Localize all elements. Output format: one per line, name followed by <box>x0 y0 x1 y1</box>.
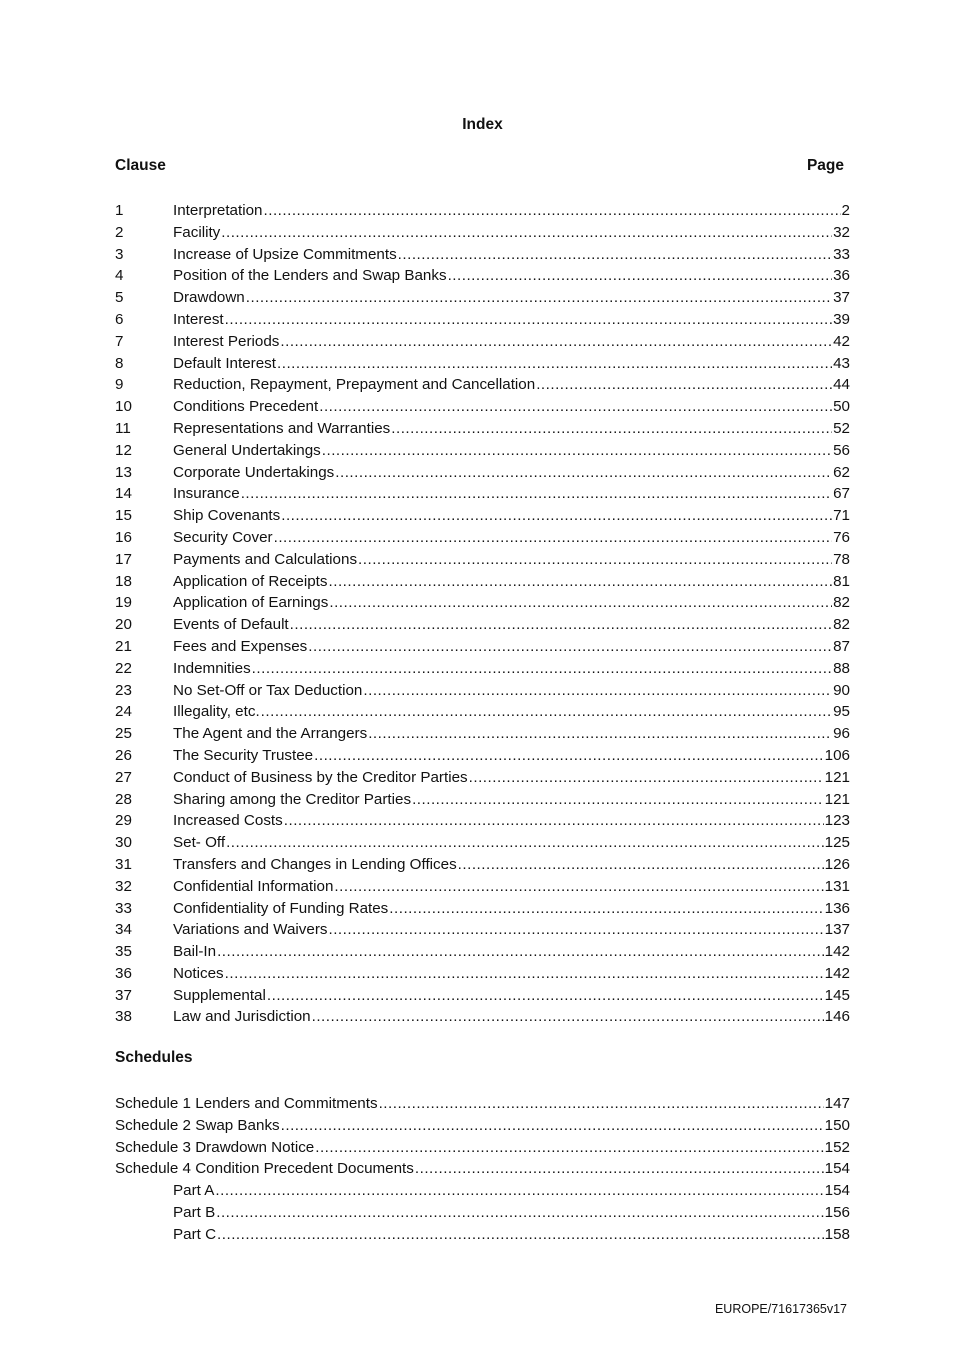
page-number: 56 <box>833 441 850 459</box>
page-number: 76 <box>833 528 850 546</box>
page-number: 158 <box>824 1225 850 1243</box>
dot-leader <box>334 876 823 898</box>
clause-title: Representations and Warranties <box>173 419 391 437</box>
clause-number: 6 <box>115 310 124 328</box>
toc-entry[interactable] <box>115 963 850 985</box>
page-number: 154 <box>824 1160 850 1178</box>
dot-leader <box>448 265 833 287</box>
clause-number: 37 <box>115 986 132 1004</box>
toc-entry[interactable] <box>115 854 850 876</box>
dot-leader <box>458 854 824 876</box>
page-number: 147 <box>824 1095 850 1112</box>
dot-leader <box>335 462 832 484</box>
page-number: 52 <box>833 419 850 437</box>
clause-title: Set- Off <box>173 834 226 852</box>
clause-number: 18 <box>115 572 132 590</box>
toc-entry[interactable] <box>115 331 850 353</box>
toc-entry[interactable] <box>115 244 850 266</box>
clause-number: 31 <box>115 855 132 873</box>
page-number: 88 <box>833 659 850 677</box>
dot-leader <box>314 745 824 767</box>
clause-number: 27 <box>115 768 132 786</box>
toc-entry[interactable] <box>115 876 850 898</box>
dot-leader <box>469 767 824 789</box>
page-number: 136 <box>824 899 850 917</box>
dot-leader <box>225 963 824 985</box>
clause-title: Ship Covenants <box>173 507 281 525</box>
schedule-list <box>115 1093 850 1246</box>
document-reference: EUROPE/71617365v17 <box>714 1302 847 1316</box>
dot-leader <box>226 832 824 854</box>
toc-entry[interactable] <box>115 396 850 418</box>
page-number: 146 <box>824 1008 850 1026</box>
dot-leader <box>329 592 832 614</box>
toc-entry[interactable] <box>115 200 850 222</box>
dot-leader <box>415 1158 824 1180</box>
dot-leader <box>241 483 832 505</box>
toc-entry[interactable] <box>115 898 850 920</box>
page-number: 125 <box>824 834 850 852</box>
dot-leader <box>246 287 832 309</box>
clause-title: Conditions Precedent <box>173 398 319 416</box>
clause-title: Security Cover <box>173 528 273 546</box>
clause-number: 11 <box>115 419 131 437</box>
schedule-title: Part C <box>173 1225 217 1243</box>
dot-leader <box>277 353 832 375</box>
clause-title: General Undertakings <box>173 441 321 459</box>
clause-title: Illegality, etc. <box>173 703 260 721</box>
page-number: 71 <box>833 507 850 525</box>
clause-title: Facility <box>173 223 221 241</box>
toc-entry[interactable] <box>115 614 850 636</box>
toc-entry[interactable] <box>115 353 850 375</box>
clause-number: 20 <box>115 616 132 634</box>
page-number: 123 <box>824 812 850 830</box>
page-number: 33 <box>833 245 850 263</box>
toc-entry[interactable] <box>115 985 850 1007</box>
clause-title: Variations and Waivers <box>173 921 328 939</box>
dot-leader <box>261 701 832 723</box>
clause-title: Reduction, Repayment, Prepayment and Cancellation <box>173 376 536 394</box>
dot-leader <box>221 222 832 244</box>
clause-title: Increase of Upsize Commitments <box>173 245 397 263</box>
page-number: 145 <box>824 986 850 1004</box>
clause-number: 23 <box>115 681 132 699</box>
toc-entry[interactable] <box>115 287 850 309</box>
schedule-title: Schedule 1 Lenders and Commitments <box>115 1095 378 1112</box>
clause-number: 33 <box>115 899 132 917</box>
toc-entry[interactable] <box>115 483 850 505</box>
page-number: 142 <box>824 964 850 982</box>
dot-leader <box>281 1115 824 1137</box>
clause-title: Interest <box>173 310 224 328</box>
clause-title: Confidentiality of Funding Rates <box>173 899 389 917</box>
page-number: 90 <box>833 681 850 699</box>
clause-number: 30 <box>115 834 132 852</box>
page-number: 121 <box>824 768 850 786</box>
schedules-heading: Schedules <box>115 1049 193 1066</box>
page-number: 67 <box>833 485 850 503</box>
page-number: 2 <box>841 202 850 219</box>
toc-entry[interactable] <box>115 919 850 941</box>
page-number: 154 <box>824 1182 850 1200</box>
dot-leader <box>284 810 824 832</box>
dot-leader <box>216 1202 823 1224</box>
page-number: 82 <box>833 594 850 612</box>
dot-leader <box>308 636 832 658</box>
page-number: 95 <box>833 703 850 721</box>
clause-column-header: Clause <box>115 157 166 174</box>
toc-entry[interactable] <box>115 1006 850 1028</box>
toc-entry[interactable] <box>115 723 850 745</box>
page-number: 44 <box>833 376 850 394</box>
dot-leader <box>312 1006 824 1028</box>
clause-title: Law and Jurisdiction <box>173 1008 311 1026</box>
toc-entry[interactable] <box>115 745 850 767</box>
clause-number: 4 <box>115 267 124 285</box>
clause-number: 15 <box>115 507 132 525</box>
clause-number: 17 <box>115 550 132 568</box>
page-number: 121 <box>824 790 850 808</box>
clause-number: 25 <box>115 725 132 743</box>
schedule-title: Schedule 4 Condition Precedent Documents <box>115 1160 414 1178</box>
page-number: 32 <box>833 223 850 241</box>
dot-leader <box>225 309 832 331</box>
clause-title: Corporate Undertakings <box>173 463 335 481</box>
clause-title: Increased Costs <box>173 812 283 830</box>
page-number: 87 <box>833 637 850 655</box>
toc-entry[interactable] <box>115 505 850 527</box>
dot-leader <box>536 374 832 396</box>
page-number: 142 <box>824 943 850 961</box>
toc-entry[interactable] <box>115 265 850 287</box>
page-number: 81 <box>833 572 850 590</box>
page-number: 96 <box>833 725 850 743</box>
clause-title: Bail-In <box>173 943 217 961</box>
dot-leader <box>252 658 832 680</box>
clause-number: 10 <box>115 398 132 416</box>
toc-entry[interactable] <box>115 658 850 680</box>
toc-entry[interactable] <box>115 832 850 854</box>
page-number: 152 <box>824 1138 850 1156</box>
schedule-part-entry[interactable] <box>115 1202 850 1224</box>
toc-entry[interactable] <box>115 527 850 549</box>
toc-entry[interactable] <box>115 789 850 811</box>
page-number: 43 <box>833 354 850 372</box>
clause-title: Conduct of Business by the Creditor Parties <box>173 768 468 786</box>
dot-leader <box>217 941 824 963</box>
clause-number: 5 <box>115 289 124 307</box>
dot-leader <box>329 571 833 593</box>
page-number: 131 <box>824 877 850 895</box>
schedule-entry[interactable] <box>115 1158 850 1180</box>
clause-number: 26 <box>115 746 132 764</box>
toc-entry[interactable] <box>115 309 850 331</box>
schedule-entry[interactable] <box>115 1093 850 1115</box>
dot-leader <box>267 985 824 1007</box>
page-title: Index <box>462 116 503 133</box>
page-number: 137 <box>824 921 850 939</box>
page-number: 126 <box>824 855 850 873</box>
page-number: 150 <box>824 1116 850 1134</box>
schedule-entry[interactable] <box>115 1137 850 1159</box>
clause-number: 34 <box>115 921 132 939</box>
clause-number: 12 <box>115 441 132 459</box>
toc-entry[interactable] <box>115 636 850 658</box>
toc-entry[interactable] <box>115 571 850 593</box>
clause-title: Payments and Calculations <box>173 550 358 568</box>
dot-leader <box>290 614 832 636</box>
clause-number: 21 <box>115 637 132 655</box>
clause-number: 32 <box>115 877 132 895</box>
dot-leader <box>391 418 832 440</box>
dot-leader <box>264 200 841 222</box>
dot-leader <box>379 1093 824 1115</box>
dot-leader <box>412 789 824 811</box>
dot-leader <box>215 1180 823 1202</box>
toc-entry[interactable] <box>115 701 850 723</box>
dot-leader <box>217 1224 824 1246</box>
dot-leader <box>274 527 832 549</box>
clause-title: Confidential Information <box>173 877 334 895</box>
schedule-title: Part A <box>173 1182 215 1200</box>
dot-leader <box>398 244 832 266</box>
clause-number: 9 <box>115 376 124 394</box>
dot-leader <box>319 396 832 418</box>
page-number: 37 <box>833 289 850 307</box>
schedule-part-entry[interactable] <box>115 1224 850 1246</box>
clause-number: 36 <box>115 964 132 982</box>
clause-title: Sharing among the Creditor Parties <box>173 790 412 808</box>
clause-number: 1 <box>115 202 124 219</box>
toc-entry[interactable] <box>115 418 850 440</box>
toc-entry[interactable] <box>115 222 850 244</box>
clause-number: 2 <box>115 223 124 241</box>
clause-title: Fees and Expenses <box>173 637 308 655</box>
clause-title: No Set-Off or Tax Deduction <box>173 681 363 699</box>
toc-entry[interactable] <box>115 374 850 396</box>
dot-leader <box>328 919 823 941</box>
dot-leader <box>280 331 832 353</box>
page-number: 50 <box>833 398 850 416</box>
dot-leader <box>358 549 832 571</box>
clause-title: Interpretation <box>173 202 263 219</box>
clause-title: Events of Default <box>173 616 289 634</box>
clause-title: Supplemental <box>173 986 266 1004</box>
clause-number: 19 <box>115 594 132 612</box>
clause-number: 8 <box>115 354 124 372</box>
page-number: 106 <box>824 746 850 764</box>
clause-title: Interest Periods <box>173 332 280 350</box>
dot-leader <box>281 505 832 527</box>
clause-number: 7 <box>115 332 124 350</box>
clause-number: 13 <box>115 463 132 481</box>
schedule-title: Part B <box>173 1203 216 1221</box>
clause-title: Indemnities <box>173 659 251 677</box>
clause-title: The Agent and the Arrangers <box>173 725 368 743</box>
page-number: 36 <box>833 267 850 285</box>
dot-leader <box>322 440 832 462</box>
clause-title: Insurance <box>173 485 240 503</box>
schedule-entry[interactable] <box>115 1115 850 1137</box>
page-number: 82 <box>833 616 850 634</box>
schedule-title: Schedule 3 Drawdown Notice <box>115 1138 315 1156</box>
clause-number: 38 <box>115 1008 132 1026</box>
dot-leader <box>363 680 832 702</box>
clause-title: Notices <box>173 964 224 982</box>
toc-entry[interactable] <box>115 941 850 963</box>
toc-entry[interactable] <box>115 549 850 571</box>
clause-number: 24 <box>115 703 132 721</box>
dot-leader <box>368 723 832 745</box>
clause-number: 29 <box>115 812 132 830</box>
toc-entry[interactable] <box>115 592 850 614</box>
schedule-title: Schedule 2 Swap Banks <box>115 1116 280 1134</box>
page-number: 39 <box>833 310 850 328</box>
dot-leader <box>315 1137 823 1159</box>
clause-number: 28 <box>115 790 132 808</box>
page-column-header: Page <box>806 157 844 174</box>
toc-entry[interactable] <box>115 440 850 462</box>
schedule-part-entry[interactable] <box>115 1180 850 1202</box>
clause-number: 3 <box>115 245 124 263</box>
clause-number: 14 <box>115 485 132 503</box>
clause-title: Application of Earnings <box>173 594 329 612</box>
page-number: 156 <box>824 1203 850 1221</box>
toc-entry[interactable] <box>115 680 850 702</box>
clause-title: Transfers and Changes in Lending Offices <box>173 855 457 873</box>
toc-entry[interactable] <box>115 810 850 832</box>
page-number: 62 <box>833 463 850 481</box>
toc-entry[interactable] <box>115 462 850 484</box>
clause-number: 22 <box>115 659 132 677</box>
page-number: 42 <box>833 332 850 350</box>
clause-title: Drawdown <box>173 289 245 307</box>
page-number: 78 <box>833 550 850 568</box>
clause-title: The Security Trustee <box>173 746 314 764</box>
clause-title: Default Interest <box>173 354 276 372</box>
toc-entry[interactable] <box>115 767 850 789</box>
clause-list <box>115 200 850 1028</box>
clause-number: 16 <box>115 528 132 546</box>
dot-leader <box>389 898 823 920</box>
clause-title: Application of Receipts <box>173 572 328 590</box>
clause-number: 35 <box>115 943 132 961</box>
clause-title: Position of the Lenders and Swap Banks <box>173 267 447 285</box>
